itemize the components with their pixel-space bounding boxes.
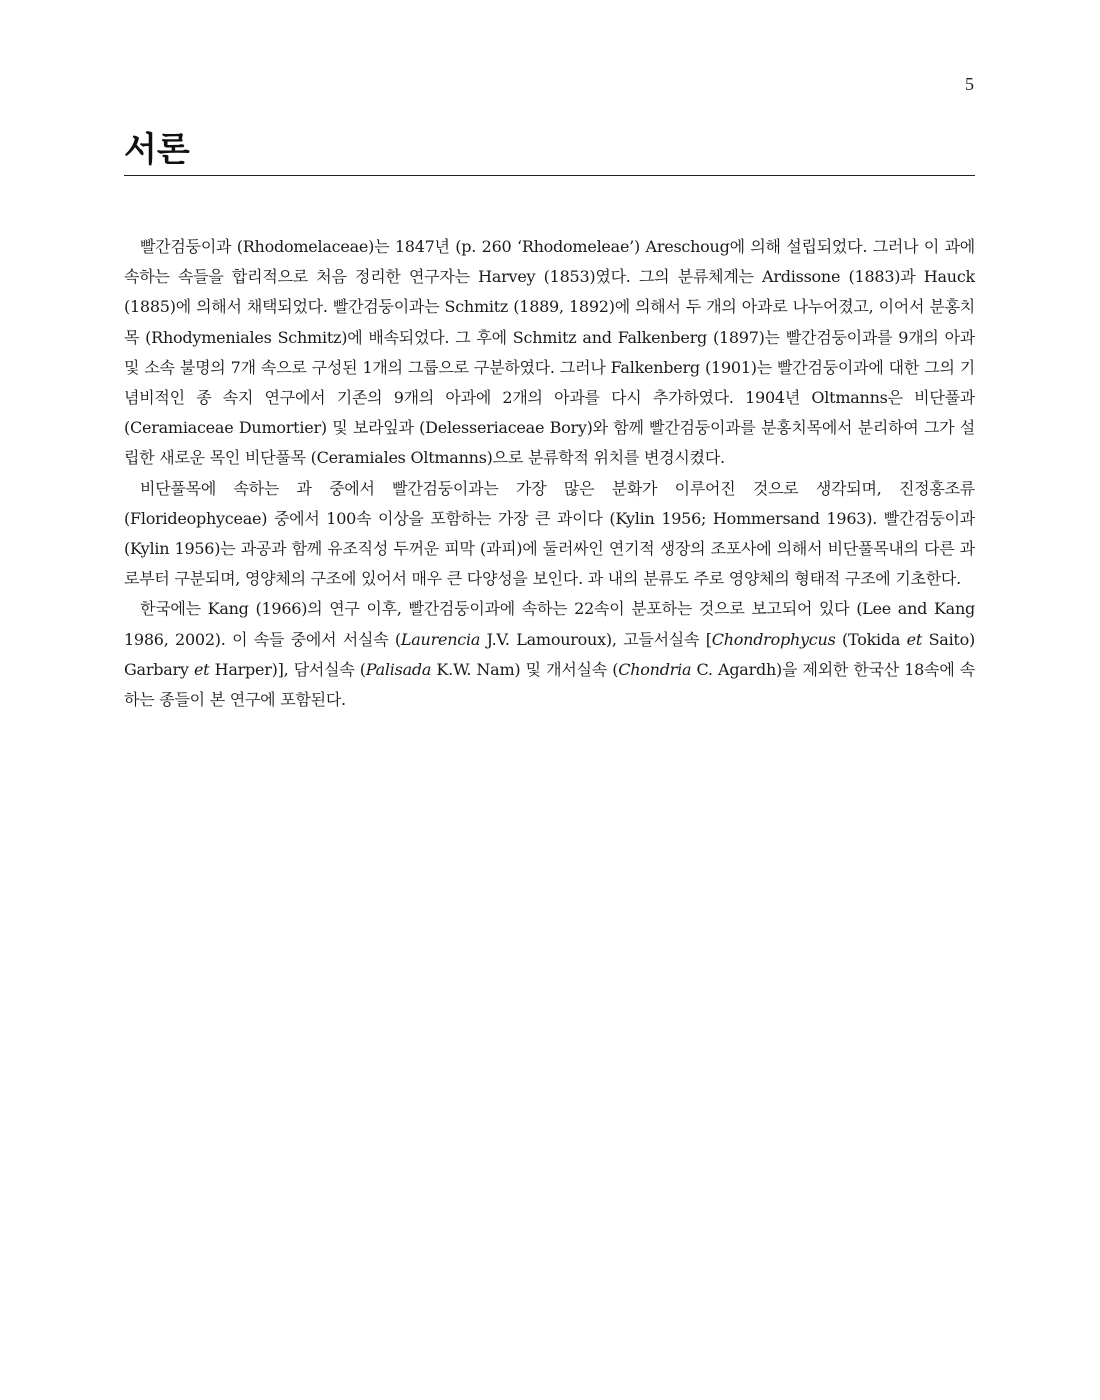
text-segment: 빨간검둥이과 (Rhodomelaceae)는 1847년 (p. 260 ‘Rhodomeleae’) Areschoug에 의해 설립되었다. 그러나 이 과에 속하는 속들을 합리적으로 처음 정리한 연구자는 Harvey (1853)였다. 그의 분류체계는 Ardissone (1883)과 Hauck (1885)에 의해서 채택되었다. 빨간검둥이과는 Schmitz (1889, 1892)에 의해서 두 개의 아과로 나누어졌고, 이어서 분홍치목 (Rhodymeniales Schmitz)에 배속되었다. 그 후에 Schmitz and Falkenberg (1897)는 빨간검둥이과를 9개의 아과 및 소속 불명의 7개 속으로 구성된 1개의 그룹으로 구분하였다. 그러나 Falkenberg (1901)는 빨간검둥이과에 대한 그의 기념비적인 종 속지 연구에서 기존의 9개의 아과에 2개의 아과를 다시 추가하였다. 1904년 Oltmanns은 비단풀과 (Ceramiaceae Dumortier) 및 보라잎과 (Delesseriaceae Bory)와 함께 빨간검둥이과를 분홍치목에서 분리하여 그가 설립한 새로운 목인 비단풀목 (Ceramiales Oltmanns)으로 분류학적 위치를 변경시켰다. bbox=[124, 237, 975, 468]
paragraph-3 bbox=[124, 594, 975, 715]
text-segment: (Tokida bbox=[835, 629, 907, 649]
genus-name-italic: Laurencia bbox=[400, 629, 481, 649]
genus-name-italic: Chondrophycus bbox=[711, 629, 836, 649]
text-segment: J.V. Lamouroux), 고들서실속 [ bbox=[480, 629, 712, 649]
text-segment: 비단풀목에 속하는 과 중에서 빨간검둥이과는 가장 많은 분화가 이루어진 것으로 생각되며, 진정홍조류 (Florideophyceae) 중에서 100속 이상을 포함하는 가장 큰 과이다 (Kylin 1956; Hommersand 1963). 빨간검둥이과 (Kylin 1956)는 과공과 함께 유조직성 두꺼운 피막 (과피)에 둘러싸인 연기적 생장의 조포사에 의해서 비단풀목내의 다른 과로부터 구분되며, 영양체의 구조에 있어서 매우 큰 다양성을 보인다. 과 내의 분류도 주로 영양체의 형태적 구조에 기초한다. bbox=[124, 478, 975, 589]
text-segment: 한국에는 Kang (1966)의 연구 이후, 빨간검둥이과에 속하는 22속이 분포하는 것으로 보고되어 있다 (Lee and Kang 1986, 2002). 이 속들 중에서 서실속 ( bbox=[124, 599, 975, 649]
latin-et-italic: et bbox=[906, 629, 923, 649]
genus-name-italic: Palisada bbox=[365, 659, 432, 679]
title-divider bbox=[124, 175, 975, 176]
text-segment: K.W. Nam) 및 개서실속 ( bbox=[431, 659, 619, 679]
paragraph-2 bbox=[124, 474, 975, 595]
body-text bbox=[124, 232, 975, 715]
paragraph-1 bbox=[124, 232, 975, 474]
genus-name-italic: Chondria bbox=[618, 659, 692, 679]
text-segment: Harper)], 담서실속 ( bbox=[209, 659, 366, 679]
text-segment: Saito) Garbary bbox=[124, 629, 975, 679]
text-segment: C. Agardh)을 제외한 한국산 18속에 속하는 종들이 본 연구에 포함된다. bbox=[124, 659, 975, 710]
chapter-title: 서론 bbox=[124, 130, 190, 170]
latin-et-italic: et bbox=[193, 659, 210, 679]
page-number: 5 bbox=[965, 74, 974, 94]
